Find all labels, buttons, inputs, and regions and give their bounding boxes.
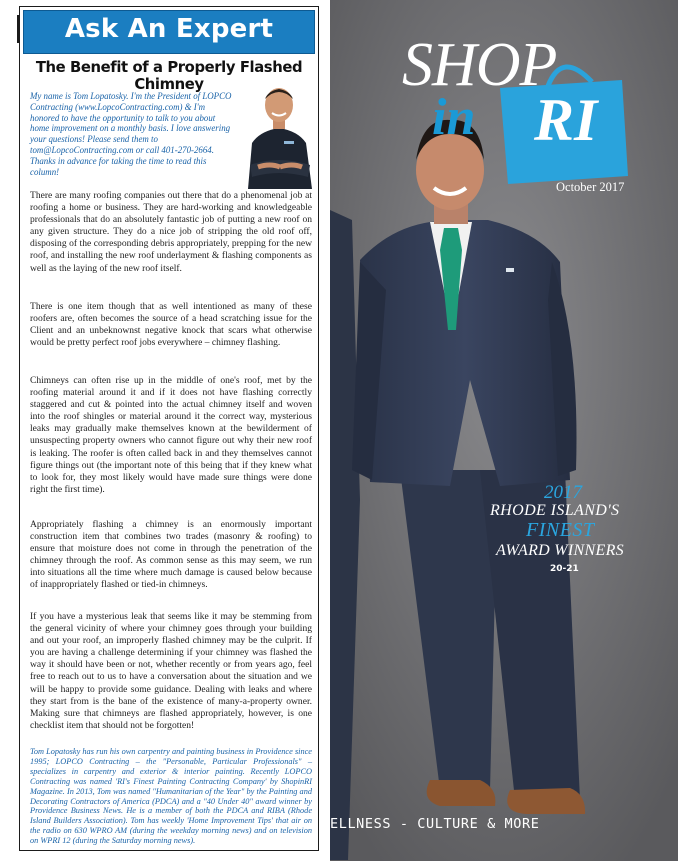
magazine-cover <box>330 0 678 861</box>
article-paragraph: Chimneys can often rise up in the middle of one's roof, met by the roofing material around it and if it does not have flashing correctly staggered and cut & pointed into the actual chimney itself and woven into the roof shingles or material around it the correct way, mysterious leaks may gradually make themselves known at the bewilderment of unsuspecting property owners who cannot figure out why their new roof is leaking. The roofer is often called back in and they themselves cannot figure things out (the important note of this being that if they knew what to look for, they most likely would have made sure things were done right the first time). <box>30 375 312 495</box>
award-title-line3: AWARD WINNERS <box>496 542 624 559</box>
magazine-logo-in: in <box>432 89 476 146</box>
cover-tagline: ELLNESS - CULTURE & MORE <box>330 816 540 832</box>
ask-an-expert-article <box>19 6 319 851</box>
award-year: 2017 <box>544 482 582 503</box>
author-photo <box>240 81 318 189</box>
award-title-line1: RHODE ISLAND'S <box>490 502 620 519</box>
author-bio: Tom Lopatosky has run his own carpentry and painting business in Providence since 1995; LOPCO Contracting – the "Personable, Particular Professionals" – specializes in carpentry and exterior & interior painting. Recently LOPCO Contracting was named 'RI's Finest Painting Contracting Company' by ShopinRI Magazine. In 2013, Tom was named "Humanitarian of the Year" by the Painting and Decorating Contractors of America (PDCA) and a "40 Under 40" award winner by Providence Business News. He is a member of both the PDCA and RIBA (Rhode Island Builders Association). Tom has weekly 'Home Improvement Tips' that air on the radio on 630 WPRO AM (during the weekday morning news) and on television on WPRI 12 (during the Saturday morning news). <box>30 747 312 846</box>
award-title-line2: FINEST <box>526 519 595 541</box>
section-banner <box>23 10 315 54</box>
cover-photo-illustration <box>330 0 678 861</box>
article-paragraph: There is one item though that as well intentioned as many of these roofers are, often becomes the source of a head scratching issue for the Client and an unbeknownst negative knock that scars what otherwise would be pretty perfect roof jobs everywhere – chimney flashing. <box>30 301 312 349</box>
author-intro: My name is Tom Lopatosky. I'm the President of LOPCO Contracting (www.LopcoContracting.com) & I'm honored to have the opportunity to talk to you about home improvement on a monthly basis. I love answering your questions! Please send them to tom@LopcoContracting.com or call 401-270-2664. Thanks in advance for taking the time to read this column! <box>30 91 232 177</box>
magazine-logo-shop: SHOP <box>402 31 557 99</box>
issue-date: October 2017 <box>556 180 625 194</box>
magazine-logo-ri: RI <box>534 87 598 153</box>
article-headline: The Benefit of a Properly Flashed Chimney <box>35 59 303 93</box>
article-paragraph: There are many roofing companies out there that do a phenomenal job at roofing a home or business. They are hard-working and knowledgeable professionals that do an absolutely fantastic job of putting a new roof on any given structure. They do a nice job of stripping the old roof off, disposing of the corresponding debris appropriately, prepping for the new roof, and installing the new roof underlayment & flashing components as well as the laying of the new roof itself. <box>30 190 312 274</box>
article-paragraph: Appropriately flashing a chimney is an enormously important construction item that combines two trades (masonry & roofing) to ensure that moisture does not come in through the penetration of the chimney through the roof. As common sense as this may seem, we run into situations all the time where much damage is caused below because of inappropriately flashed or tied-in chimneys. <box>30 519 312 591</box>
banner-title: Ask An Expert <box>64 14 274 44</box>
award-page-numbers: 20-21 <box>550 564 579 574</box>
article-paragraph: If you have a mysterious leak that seems like it may be stemming from the general vicinity of where your chimney goes through your building and out your roof, an improperly flashed chimney may be the culprit. If you are having a challenge determining if your chimney was flashed the way it should have been or not, whether recently or from years ago, feel free to reach out to us to have a conversation about the situation and we will be happy to provide some guidance. Dealing with leaks and where they start from is the bane of the existence of many-a-property owner. Making sure that chimneys are flashed appropriately, however, is one checklist item that should not be forgotten! <box>30 611 312 731</box>
